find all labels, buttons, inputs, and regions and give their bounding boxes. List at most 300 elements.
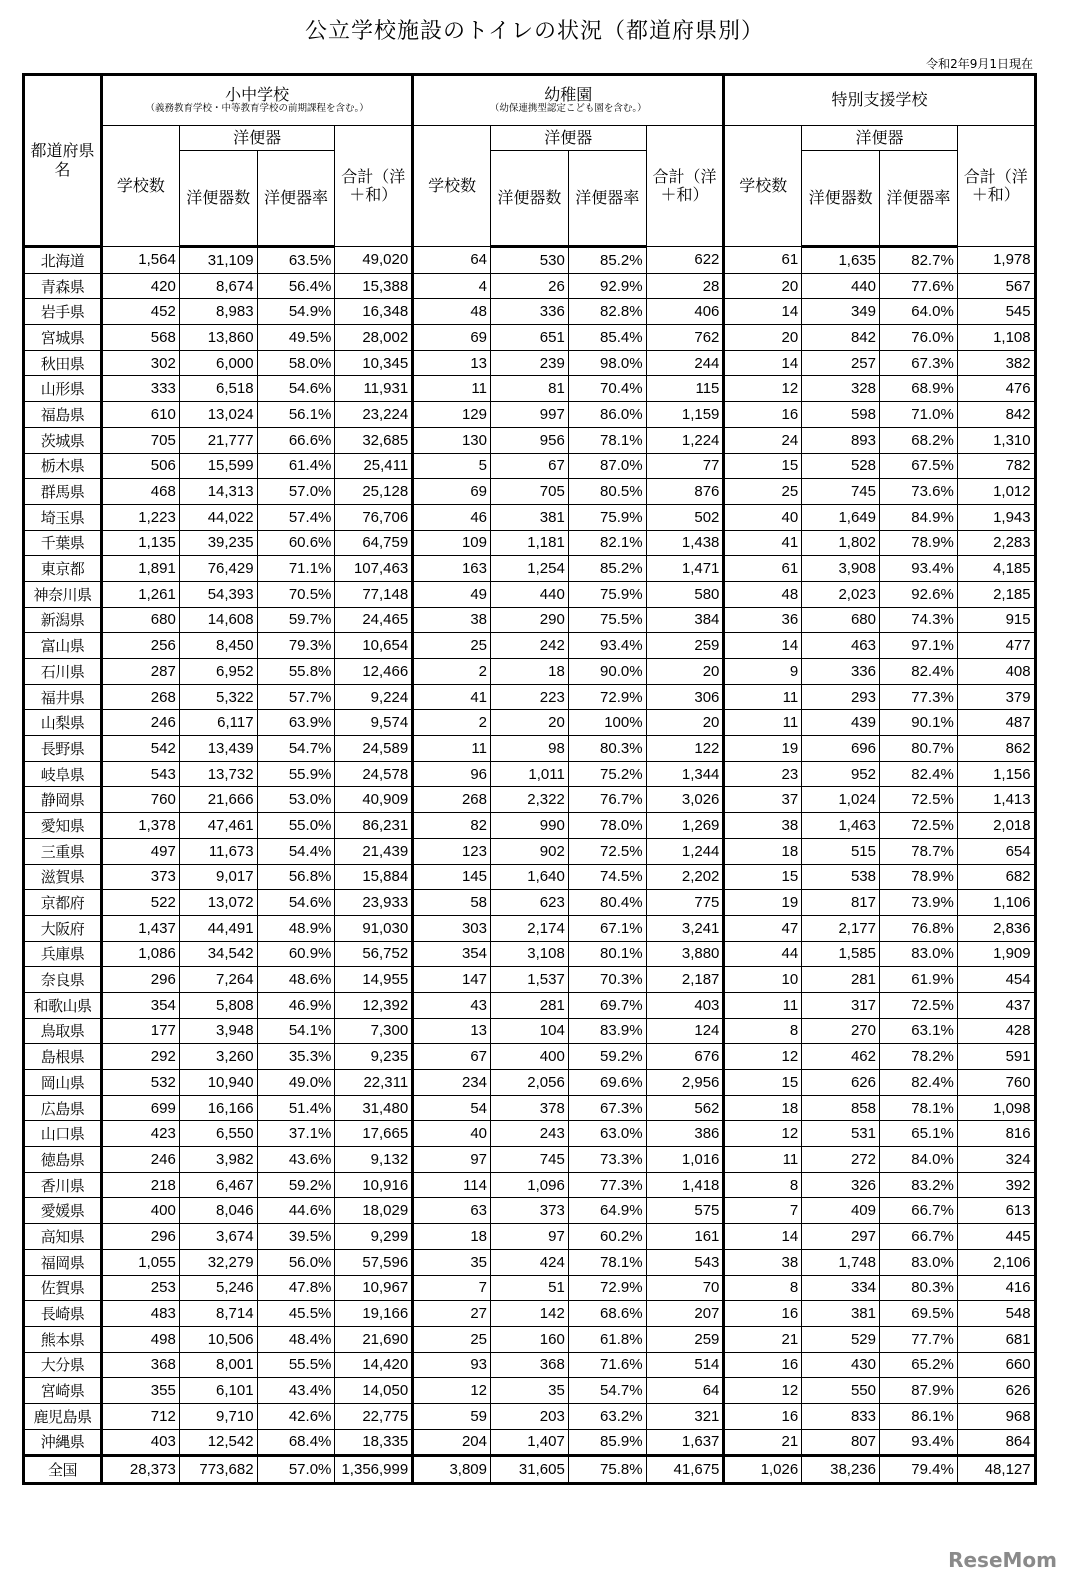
table-cell: 81 <box>491 376 569 402</box>
table-cell: 10,916 <box>335 1172 413 1198</box>
table-cell: 9,299 <box>335 1224 413 1250</box>
table-cell: 124 <box>646 1018 724 1044</box>
table-cell: 12 <box>413 1378 491 1404</box>
table-row <box>24 1198 1036 1224</box>
table-cell: 44.6% <box>257 1198 335 1224</box>
prefecture-name: 山梨県 <box>24 710 102 736</box>
table-cell: 268 <box>102 684 180 710</box>
table-row <box>24 864 1036 890</box>
table-cell: 22,775 <box>335 1403 413 1429</box>
table-cell: 77.6% <box>880 273 958 299</box>
table-cell: 476 <box>957 376 1035 402</box>
table-cell: 21 <box>724 1326 802 1352</box>
header-western-rate: 洋便器率 <box>257 151 335 247</box>
table-cell: 85.2% <box>568 247 646 274</box>
table-cell: 2,174 <box>491 915 569 941</box>
prefecture-name: 高知県 <box>24 1224 102 1250</box>
table-cell: 1,748 <box>802 1249 880 1275</box>
table-cell: 6,117 <box>179 710 257 736</box>
table-cell: 3,880 <box>646 941 724 967</box>
table-cell: 13 <box>413 350 491 376</box>
prefecture-name: 香川県 <box>24 1172 102 1198</box>
table-cell: 59.2% <box>568 1044 646 1070</box>
table-cell: 256 <box>102 633 180 659</box>
table-cell: 876 <box>646 479 724 505</box>
table-cell: 22,311 <box>335 1070 413 1096</box>
table-cell: 21,690 <box>335 1326 413 1352</box>
table-cell: 76,429 <box>179 556 257 582</box>
table-cell: 293 <box>802 684 880 710</box>
table-cell: 762 <box>646 325 724 351</box>
table-cell: 416 <box>957 1275 1035 1301</box>
table-cell: 2 <box>413 710 491 736</box>
table-cell: 462 <box>802 1044 880 1070</box>
table-cell: 114 <box>413 1172 491 1198</box>
table-cell: 20 <box>646 659 724 685</box>
header-total: 合計（洋＋和） <box>335 126 413 247</box>
table-cell: 87.0% <box>568 453 646 479</box>
table-cell: 83.0% <box>880 1249 958 1275</box>
table-cell: 77 <box>646 453 724 479</box>
table-row <box>24 1301 1036 1327</box>
table-cell: 38 <box>413 607 491 633</box>
table-cell: 69.5% <box>880 1301 958 1327</box>
table-cell: 60.2% <box>568 1224 646 1250</box>
header-group-elementary-junior <box>102 75 413 126</box>
table-cell: 47.8% <box>257 1275 335 1301</box>
table-cell: 562 <box>646 1095 724 1121</box>
table-cell: 5,322 <box>179 684 257 710</box>
table-cell: 67 <box>413 1044 491 1070</box>
table-cell: 19 <box>724 890 802 916</box>
table-row <box>24 838 1036 864</box>
table-cell: 381 <box>491 504 569 530</box>
prefecture-name: 大分県 <box>24 1352 102 1378</box>
table-cell: 487 <box>957 710 1035 736</box>
table-cell: 354 <box>102 992 180 1018</box>
table-cell: 2,836 <box>957 915 1035 941</box>
table-row <box>24 402 1036 428</box>
table-cell: 13,860 <box>179 325 257 351</box>
table-cell: 82.4% <box>880 761 958 787</box>
table-cell: 373 <box>102 864 180 890</box>
table-cell: 204 <box>413 1429 491 1456</box>
table-cell: 21,777 <box>179 427 257 453</box>
table-cell: 80.4% <box>568 890 646 916</box>
table-cell: 57.7% <box>257 684 335 710</box>
table-cell: 54,393 <box>179 581 257 607</box>
table-cell: 548 <box>957 1301 1035 1327</box>
table-cell: 40,909 <box>335 787 413 813</box>
table-cell: 48 <box>724 581 802 607</box>
table-cell: 862 <box>957 736 1035 762</box>
table-cell: 80.3% <box>568 736 646 762</box>
table-cell: 1,356,999 <box>335 1456 413 1484</box>
table-cell: 8 <box>724 1018 802 1044</box>
table-cell: 1,096 <box>491 1172 569 1198</box>
table-cell: 70 <box>646 1275 724 1301</box>
table-cell: 79.4% <box>880 1456 958 1484</box>
table-cell: 3,260 <box>179 1044 257 1070</box>
table-cell: 11,931 <box>335 376 413 402</box>
table-cell: 46 <box>413 504 491 530</box>
table-cell: 122 <box>646 736 724 762</box>
prefecture-name: 宮崎県 <box>24 1378 102 1404</box>
table-cell: 598 <box>802 402 880 428</box>
table-cell: 3,908 <box>802 556 880 582</box>
table-cell: 6,550 <box>179 1121 257 1147</box>
group-note: （義務教育学校・中等教育学校の前期課程を含む。） <box>145 103 369 115</box>
toilet-status-table <box>22 73 1037 1485</box>
table-cell: 1,471 <box>646 556 724 582</box>
table-cell: 80.3% <box>880 1275 958 1301</box>
table-cell: 58 <box>413 890 491 916</box>
header-total: 合計（洋＋和） <box>646 126 724 247</box>
table-cell: 14 <box>724 1224 802 1250</box>
table-cell: 956 <box>491 427 569 453</box>
table-cell: 403 <box>646 992 724 1018</box>
table-cell: 292 <box>102 1044 180 1070</box>
table-cell: 568 <box>102 325 180 351</box>
header-western-count: 洋便器数 <box>179 151 257 247</box>
table-cell: 73.6% <box>880 479 958 505</box>
table-cell: 1,635 <box>802 247 880 274</box>
table-cell: 6,467 <box>179 1172 257 1198</box>
table-cell: 67.1% <box>568 915 646 941</box>
table-row <box>24 1224 1036 1250</box>
table-cell: 93.4% <box>568 633 646 659</box>
table-cell: 64.9% <box>568 1198 646 1224</box>
table-cell: 31,109 <box>179 247 257 274</box>
header-prefecture: 都道府県名 <box>24 75 102 247</box>
table-cell: 76.7% <box>568 787 646 813</box>
table-cell: 73.3% <box>568 1147 646 1173</box>
table-cell: 129 <box>413 402 491 428</box>
table-cell: 775 <box>646 890 724 916</box>
table-cell: 1,310 <box>957 427 1035 453</box>
table-cell: 381 <box>802 1301 880 1327</box>
table-cell: 452 <box>102 299 180 325</box>
table-cell: 75.2% <box>568 761 646 787</box>
table-cell: 591 <box>957 1044 1035 1070</box>
table-cell: 8 <box>724 1172 802 1198</box>
table-cell: 13,024 <box>179 402 257 428</box>
table-cell: 82.7% <box>880 247 958 274</box>
table-cell: 2,177 <box>802 915 880 941</box>
table-cell: 59.2% <box>257 1172 335 1198</box>
table-cell: 28,002 <box>335 325 413 351</box>
table-cell: 445 <box>957 1224 1035 1250</box>
prefecture-name: 奈良県 <box>24 967 102 993</box>
table-cell: 354 <box>413 941 491 967</box>
table-cell: 70.4% <box>568 376 646 402</box>
table-cell: 68.6% <box>568 1301 646 1327</box>
table-cell: 25,128 <box>335 479 413 505</box>
table-cell: 1,159 <box>646 402 724 428</box>
table-cell: 3,948 <box>179 1018 257 1044</box>
table-cell: 328 <box>802 376 880 402</box>
table-cell: 78.9% <box>880 530 958 556</box>
table-cell: 543 <box>646 1249 724 1275</box>
table-cell: 32,685 <box>335 427 413 453</box>
table-cell: 8,674 <box>179 273 257 299</box>
group-name: 幼稚園 <box>544 84 593 104</box>
table-cell: 48 <box>413 299 491 325</box>
table-cell: 57.4% <box>257 504 335 530</box>
table-cell: 7,300 <box>335 1018 413 1044</box>
table-cell: 705 <box>491 479 569 505</box>
table-cell: 290 <box>491 607 569 633</box>
table-cell: 207 <box>646 1301 724 1327</box>
table-cell: 38,236 <box>802 1456 880 1484</box>
table-cell: 16 <box>724 1403 802 1429</box>
table-cell: 145 <box>413 864 491 890</box>
table-cell: 1,011 <box>491 761 569 787</box>
table-row <box>24 633 1036 659</box>
total-row <box>24 1456 1036 1484</box>
table-cell: 97.1% <box>880 633 958 659</box>
table-row <box>24 350 1036 376</box>
table-row <box>24 1326 1036 1352</box>
table-cell: 18 <box>724 1095 802 1121</box>
table-cell: 14 <box>724 633 802 659</box>
table-cell: 11 <box>413 736 491 762</box>
table-cell: 78.9% <box>880 864 958 890</box>
table-cell: 303 <box>413 915 491 941</box>
table-cell: 2,106 <box>957 1249 1035 1275</box>
table-row <box>24 556 1036 582</box>
table-row <box>24 941 1036 967</box>
table-cell: 85.4% <box>568 325 646 351</box>
table-cell: 454 <box>957 967 1035 993</box>
table-cell: 177 <box>102 1018 180 1044</box>
table-cell: 349 <box>802 299 880 325</box>
table-cell: 244 <box>646 350 724 376</box>
table-cell: 82.8% <box>568 299 646 325</box>
table-cell: 386 <box>646 1121 724 1147</box>
table-cell: 61.9% <box>880 967 958 993</box>
table-cell: 39.5% <box>257 1224 335 1250</box>
table-cell: 514 <box>646 1352 724 1378</box>
table-cell: 35.3% <box>257 1044 335 1070</box>
table-cell: 5 <box>413 453 491 479</box>
table-cell: 54.6% <box>257 376 335 402</box>
table-cell: 17,665 <box>335 1121 413 1147</box>
table-cell: 2,018 <box>957 813 1035 839</box>
table-cell: 1,418 <box>646 1172 724 1198</box>
table-cell: 56.1% <box>257 402 335 428</box>
table-cell: 324 <box>957 1147 1035 1173</box>
table-cell: 1,585 <box>802 941 880 967</box>
table-cell: 1,026 <box>724 1456 802 1484</box>
table-cell: 11 <box>724 1147 802 1173</box>
table-cell: 97 <box>413 1147 491 1173</box>
table-cell: 18 <box>491 659 569 685</box>
table-row <box>24 915 1036 941</box>
table-cell: 54.9% <box>257 299 335 325</box>
prefecture-name: 京都府 <box>24 890 102 916</box>
table-cell: 8,450 <box>179 633 257 659</box>
table-cell: 147 <box>413 967 491 993</box>
table-cell: 1,943 <box>957 504 1035 530</box>
prefecture-name: 岡山県 <box>24 1070 102 1096</box>
table-cell: 234 <box>413 1070 491 1096</box>
table-cell: 47,461 <box>179 813 257 839</box>
table-cell: 3,674 <box>179 1224 257 1250</box>
table-cell: 60.9% <box>257 941 335 967</box>
table-cell: 64 <box>413 247 491 274</box>
table-cell: 21,439 <box>335 838 413 864</box>
table-cell: 98 <box>491 736 569 762</box>
prefecture-name: 愛知県 <box>24 813 102 839</box>
table-cell: 613 <box>957 1198 1035 1224</box>
table-cell: 15,599 <box>179 453 257 479</box>
prefecture-name: 新潟県 <box>24 607 102 633</box>
table-cell: 8 <box>724 1275 802 1301</box>
table-cell: 14 <box>724 350 802 376</box>
table-cell: 56.0% <box>257 1249 335 1275</box>
prefecture-name: 静岡県 <box>24 787 102 813</box>
table-cell: 223 <box>491 684 569 710</box>
table-cell: 84.0% <box>880 1147 958 1173</box>
prefecture-name: 広島県 <box>24 1095 102 1121</box>
table-cell: 63 <box>413 1198 491 1224</box>
table-cell: 66.6% <box>257 427 335 453</box>
group-note: （幼保連携型認定こども園を含む。） <box>489 103 647 115</box>
table-cell: 990 <box>491 813 569 839</box>
prefecture-name: 愛媛県 <box>24 1198 102 1224</box>
table-cell: 497 <box>102 838 180 864</box>
table-cell: 437 <box>957 992 1035 1018</box>
prefecture-name: 徳島県 <box>24 1147 102 1173</box>
header-western-rate: 洋便器率 <box>568 151 646 247</box>
table-cell: 502 <box>646 504 724 530</box>
table-cell: 1,407 <box>491 1429 569 1456</box>
table-cell: 130 <box>413 427 491 453</box>
table-cell: 74.3% <box>880 607 958 633</box>
table-cell: 681 <box>957 1326 1035 1352</box>
table-cell: 893 <box>802 427 880 453</box>
table-cell: 2,187 <box>646 967 724 993</box>
table-cell: 2,023 <box>802 581 880 607</box>
prefecture-name: 群馬県 <box>24 479 102 505</box>
table-row <box>24 992 1036 1018</box>
table-cell: 53.0% <box>257 787 335 813</box>
table-cell: 2,202 <box>646 864 724 890</box>
table-cell: 76.8% <box>880 915 958 941</box>
table-cell: 538 <box>802 864 880 890</box>
table-cell: 7 <box>413 1275 491 1301</box>
table-cell: 51 <box>491 1275 569 1301</box>
table-cell: 49.5% <box>257 325 335 351</box>
table-cell: 56.4% <box>257 273 335 299</box>
table-cell: 86.0% <box>568 402 646 428</box>
table-cell: 54.6% <box>257 890 335 916</box>
table-cell: 10 <box>724 967 802 993</box>
table-cell: 9,710 <box>179 1403 257 1429</box>
table-cell: 15 <box>724 453 802 479</box>
table-cell: 1,344 <box>646 761 724 787</box>
table-cell: 73.9% <box>880 890 958 916</box>
table-cell: 440 <box>802 273 880 299</box>
table-cell: 1,024 <box>802 787 880 813</box>
prefecture-name: 三重県 <box>24 838 102 864</box>
table-cell: 68.4% <box>257 1429 335 1456</box>
table-cell: 27 <box>413 1301 491 1327</box>
table-cell: 43.4% <box>257 1378 335 1404</box>
table-cell: 84.9% <box>880 504 958 530</box>
table-cell: 654 <box>957 838 1035 864</box>
prefecture-name: 鹿児島県 <box>24 1403 102 1429</box>
prefecture-name: 福井県 <box>24 684 102 710</box>
prefecture-name: 沖縄県 <box>24 1429 102 1456</box>
table-cell: 699 <box>102 1095 180 1121</box>
table-cell: 1,537 <box>491 967 569 993</box>
table-row <box>24 1121 1036 1147</box>
table-cell: 1,891 <box>102 556 180 582</box>
table-cell: 15,884 <box>335 864 413 890</box>
table-cell: 545 <box>957 299 1035 325</box>
table-cell: 287 <box>102 659 180 685</box>
table-cell: 35 <box>413 1249 491 1275</box>
table-cell: 38 <box>724 813 802 839</box>
table-row <box>24 1044 1036 1070</box>
table-cell: 71.1% <box>257 556 335 582</box>
table-cell: 9 <box>724 659 802 685</box>
table-cell: 218 <box>102 1172 180 1198</box>
header-western-toilet: 洋便器 <box>179 126 335 151</box>
table-cell: 28,373 <box>102 1456 180 1484</box>
table-cell: 63.9% <box>257 710 335 736</box>
table-cell: 65.1% <box>880 1121 958 1147</box>
prefecture-name: 島根県 <box>24 1044 102 1070</box>
prefecture-name: 北海道 <box>24 247 102 274</box>
table-cell: 86.1% <box>880 1403 958 1429</box>
table-cell: 61.4% <box>257 453 335 479</box>
table-cell: 49,020 <box>335 247 413 274</box>
table-cell: 542 <box>102 736 180 762</box>
table-cell: 270 <box>802 1018 880 1044</box>
table-cell: 6,952 <box>179 659 257 685</box>
table-cell: 272 <box>802 1147 880 1173</box>
table-cell: 373 <box>491 1198 569 1224</box>
table-cell: 745 <box>491 1147 569 1173</box>
table-cell: 54.7% <box>257 736 335 762</box>
table-cell: 1,135 <box>102 530 180 556</box>
table-cell: 123 <box>413 838 491 864</box>
table-cell: 12,392 <box>335 992 413 1018</box>
table-cell: 1,108 <box>957 325 1035 351</box>
table-cell: 382 <box>957 350 1035 376</box>
table-cell: 296 <box>102 1224 180 1250</box>
table-cell: 5,808 <box>179 992 257 1018</box>
table-row <box>24 581 1036 607</box>
table-cell: 8,983 <box>179 299 257 325</box>
table-cell: 65.2% <box>880 1352 958 1378</box>
table-cell: 42.6% <box>257 1403 335 1429</box>
table-cell: 1,098 <box>957 1095 1035 1121</box>
table-row <box>24 607 1036 633</box>
table-cell: 531 <box>802 1121 880 1147</box>
table-cell: 952 <box>802 761 880 787</box>
table-cell: 317 <box>802 992 880 1018</box>
table-cell: 97 <box>491 1224 569 1250</box>
table-cell: 41 <box>724 530 802 556</box>
table-cell: 12,466 <box>335 659 413 685</box>
prefecture-name: 和歌山県 <box>24 992 102 1018</box>
table-cell: 48.4% <box>257 1326 335 1352</box>
table-cell: 1,086 <box>102 941 180 967</box>
